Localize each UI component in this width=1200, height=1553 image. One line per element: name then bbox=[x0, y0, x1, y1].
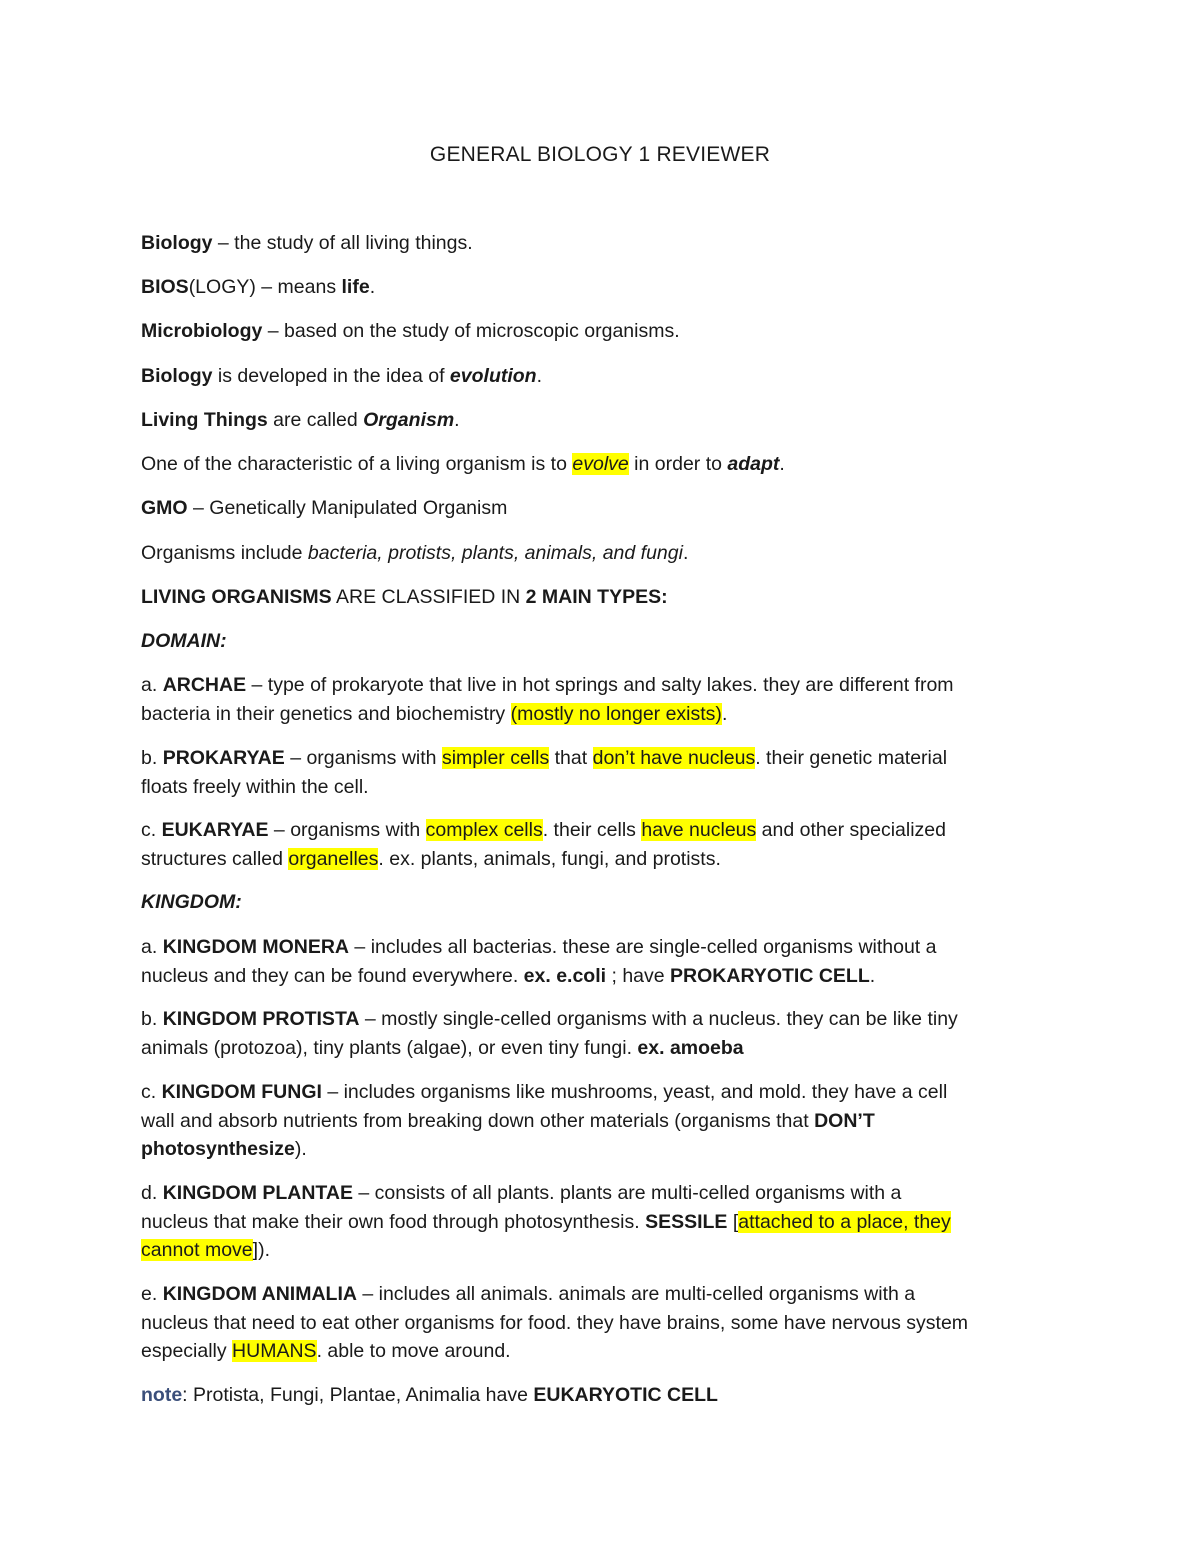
def-living-things: Living Things are called Organism. bbox=[141, 409, 460, 431]
kingdom-item-monera: a. KINGDOM MONERA – includes all bacterias. these are single-celled organisms without a nucleus and they can be found everywhere. ex. e.coli ; have PROKARYOTIC CELL. bbox=[141, 936, 937, 987]
highlight: cannot move bbox=[141, 1239, 253, 1261]
note-line: note: Protista, Fungi, Plantae, Animalia have EUKARYOTIC CELL bbox=[141, 1384, 718, 1406]
highlight: attached to a place, they bbox=[738, 1210, 951, 1233]
def-bios: BIOS(LOGY) – means life. bbox=[141, 276, 376, 298]
def-gmo: GMO – Genetically Manipulated Organism bbox=[141, 497, 508, 519]
highlight: HUMANS bbox=[232, 1340, 317, 1362]
domain-heading: DOMAIN: bbox=[141, 630, 227, 652]
kingdom-item-animalia: e. KINGDOM ANIMALIA – includes all animals. animals are multi-celled organisms with a nucleus that need to eat other organisms for food. they have brains, some have nervous system especially HUMANS. able to move around. bbox=[141, 1283, 969, 1362]
def-microbiology: Microbiology – based on the study of microscopic organisms. bbox=[141, 320, 680, 342]
kingdom-item-fungi: c. KINGDOM FUNGI – includes organisms like mushrooms, yeast, and mold. they have a cell wall and absorb nutrients from breaking down other materials (organisms that DON’T photosynthesize). bbox=[141, 1081, 948, 1160]
note-label: note bbox=[141, 1384, 183, 1406]
classified-heading: LIVING ORGANISMS ARE CLASSIFIED IN 2 MAIN TYPES: bbox=[141, 586, 668, 608]
highlight: (mostly no longer exists) bbox=[510, 702, 722, 725]
highlight: don’t have nucleus bbox=[592, 747, 756, 769]
page-title: GENERAL BIOLOGY 1 REVIEWER bbox=[429, 143, 771, 166]
def-characteristic: One of the characteristic of a living organism is to evolve in order to adapt. bbox=[141, 453, 785, 475]
domain-item-archae: a. ARCHAE – type of prokaryote that live in hot springs and salty lakes. they are different from bacteria in their genetics and biochemistry (mostly no longer exists). bbox=[141, 674, 954, 725]
kingdom-item-protista: b. KINGDOM PROTISTA – mostly single-celled organisms with a nucleus. they can be like tiny animals (protozoa), tiny plants (algae), or even tiny fungi. ex. amoeba bbox=[141, 1008, 958, 1059]
kingdom-item-plantae: d. KINGDOM PLANTAE – consists of all plants. plants are multi-celled organisms with a nucleus that make their own food through photosynthesis. SESSILE [attached to a place, they cannot move]). bbox=[141, 1182, 951, 1261]
highlight: complex cells bbox=[425, 819, 543, 841]
highlight: simpler cells bbox=[441, 747, 550, 769]
def-evolution: Biology is developed in the idea of evolution. bbox=[141, 365, 543, 387]
def-biology: Biology – the study of all living things. bbox=[141, 232, 473, 254]
highlight: have nucleus bbox=[641, 819, 757, 841]
highlight: evolve bbox=[572, 453, 629, 475]
def-organisms: Organisms include bacteria, protists, plants, animals, and fungi. bbox=[141, 542, 689, 564]
highlight: organelles bbox=[288, 847, 379, 870]
domain-item-prokaryae: b. PROKARYAE – organisms with simpler cells that don’t have nucleus. their genetic material floats freely within the cell. bbox=[141, 747, 948, 798]
domain-item-eukaryae: c. EUKARYAE – organisms with complex cells. their cells have nucleus and other specialized structures called organelles. ex. plants, animals, fungi, and protists. bbox=[141, 819, 946, 870]
kingdom-heading: KINGDOM: bbox=[141, 891, 242, 913]
